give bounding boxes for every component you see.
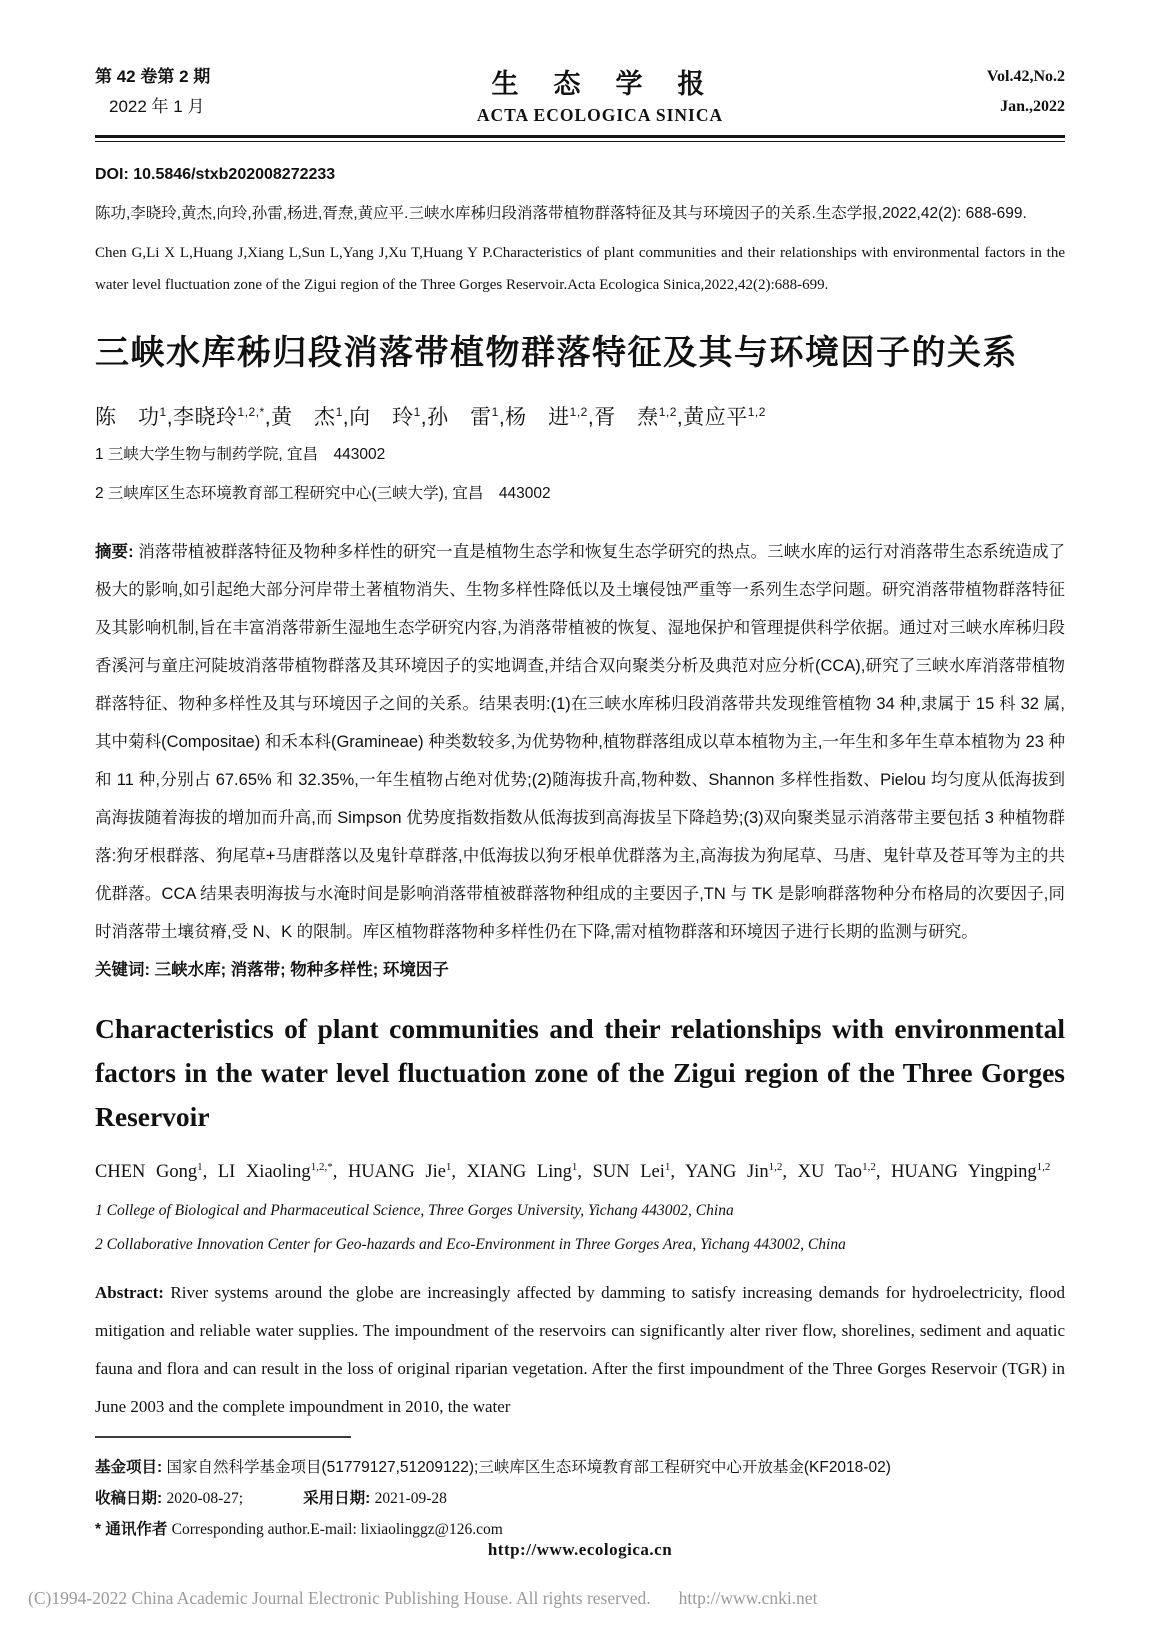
journal-header [95, 62, 1065, 126]
copyright-footer [28, 1588, 1148, 1609]
issue-info-cn [95, 62, 285, 122]
date-en: Jan.,2022 [1000, 98, 1065, 115]
author-name: SUN Lei$^1$ [592, 1161, 671, 1183]
author-name: 孙 雷$^1$ [427, 405, 499, 429]
author-name: HUANG Yingping$^{1,2}$ [891, 1161, 1051, 1183]
author-name: 李晓玲$^{1,2,*}$ [173, 405, 265, 429]
corresponding-email[interactable]: Corresponding author.E-mail: lixiaolinggz@126.com [171, 1521, 503, 1539]
author-name: 杨 进$^{1,2}$ [505, 405, 588, 429]
fund-label: 基金项目: [95, 1459, 163, 1477]
keywords-text: 三峡水库; 消落带; 物种多样性; 环境因子 [154, 961, 449, 979]
author-name: LI Xiaoling$^{1,2,*}$ [217, 1161, 333, 1183]
author-name: 向 玲$^1$ [349, 405, 421, 429]
corresponding-label: * 通讯作者 [95, 1521, 168, 1539]
dates-line [95, 1483, 1065, 1514]
header-rule [95, 135, 1065, 142]
affiliation-en-2: 2 Collaborative Innovation Center for Geo-hazards and Eco-Environment in Three Gorges Area, Yichang 443002, China [95, 1236, 846, 1254]
author-name: 胥 焘$^{1,2}$ [594, 405, 677, 429]
journal-website-url[interactable]: http://www.ecologica.cn [487, 1540, 673, 1559]
affiliation-cn-1: 1 三峡大学生物与制药学院, 宜昌 443002 [95, 446, 386, 463]
abstract-en [95, 1274, 1065, 1426]
abstract-en-text: River systems around the globe are increasingly affected by damming to satisfy increasing demands for hydroelectricity, flood mitigation and reliable water supplies. The impoundment of the reservoirs can significantly alter river flow, shorelines, sediment and aquatic fauna and flora and can result in the loss of original riparian vegetation. After the first impoundment of the Three Gorges Reservoir (TGR) in June 2003 and the complete impoundment in 2010, the water [95, 1283, 1065, 1417]
abstract-cn [95, 533, 1065, 951]
article-title-en: Characteristics of plant communities and their relationships with environmental factors in the water level fluctuation zone of the Zigui region of the Three Gorges Reservoir [95, 1013, 1065, 1132]
accepted-date: 2021-09-28 [374, 1490, 447, 1508]
volume-issue-en: Vol.42,No.2 [986, 68, 1065, 85]
affiliation-cn-2: 2 三峡库区生态环境教育部工程研究中心(三峡大学), 宜昌 443002 [95, 485, 551, 502]
author-name: HUANG Jie$^1$ [347, 1161, 452, 1183]
date-cn: 2022 年 1 月 [109, 97, 205, 116]
author-name: YANG Jin$^{1,2}$ [684, 1161, 783, 1183]
abstract-en-label: Abstract: [95, 1283, 164, 1303]
journal-title-en: ACTA ECOLOGICA SINICA [476, 105, 724, 125]
article-title-cn: 三峡水库秭归段消落带植物群落特征及其与环境因子的关系 [95, 334, 1018, 372]
cnki-url[interactable]: http://www.cnki.net [678, 1588, 818, 1608]
received-label: 收稿日期: [95, 1490, 163, 1508]
abstract-cn-text: 消落带植被群落特征及物种多样性的研究一直是植物生态学和恢复生态学研究的热点。三峡水库的运行对消落带生态系统造成了极大的影响,如引起绝大部分河岸带土著植物消失、生物多样性降低以及土壤侵蚀严重等一系列生态学问题。研究消落带植物群落特征及其影响机制,旨在丰富消落带新生湿地生态学研究内容,为消落带植被的恢复、湿地保护和管理提供科学依据。通过对三峡水库秭归段香溪河与童庄河陡坡消落带植物群落及其环境因子的实地调查,并结合双向聚类分析及典范对应分析(CCA),研究了三峡水库消落带植物群落特征、物种多样性及其与环境因子之间的关系。结果表明:(1)在三峡水库秭归段消落带共发现维管植物 34 种,隶属于 15 科 32 属,其中菊科(Compositae) 和禾本科(Gramineae) 种类数较多,为优势物种,植物群落组成以草本植物为主,一年生和多年生草本植物为 23 种和 11 种,分别占 67.65% 和 32.35%,一年生植物占绝对优势;(2)随海拔升高,物种数、Shannon 多样性指数、Pielou 均匀度从低海拔到高海拔随着海拔的增加而升高,而 Simpson 优势度指数指数从低海拔到高海拔呈下降趋势;(3)双向聚类显示消落带主要包括 3 种植物群落:狗牙根群落、狗尾草+马唐群落以及鬼针草群落,中低海拔以狗牙根单优群落为主,高海拔为狗尾草、马唐、鬼针草及苍耳等为主的共优群落。CCA 结果表明海拔与水淹时间是影响消落带植被群落物种组成的主要因子,TN 与 TK 是影响群落物种分布格局的次要因子,同时消落带土壤贫瘠,受 N、K 的限制。库区植物群落物种多样性仍在下降,需对植物群落和环境因子进行长期的监测与研究。 [95, 543, 1066, 941]
author-name: XIANG Ling$^1$ [466, 1161, 578, 1183]
accepted-label: 采用日期: [303, 1490, 371, 1508]
footnote-rule [95, 1436, 351, 1438]
author-name: 黄应平$^{1,2}$ [683, 405, 766, 429]
abstract-cn-label: 摘要: [95, 543, 134, 561]
author-name: 黄 杰$^1$ [271, 405, 343, 429]
received-date: 2020-08-27; [166, 1490, 244, 1508]
issue-info-en [915, 62, 1065, 122]
fund-text: 国家自然科学基金项目(51779127,51209122);三峡库区生态环境教育部工程研究中心开放基金(KF2018-02) [166, 1459, 891, 1477]
volume-issue-cn: 第 42 卷第 2 期 [95, 67, 211, 86]
citation-cn: 陈功,李晓玲,黄杰,向玲,孙雷,杨进,胥焘,黄应平.三峡水库秭归段消落带植物群落特征及其与环境因子的关系.生态学报,2022,42(2): 688-699. [95, 205, 1027, 222]
affiliation-en-1: 1 College of Biological and Pharmaceutical Science, Three Gorges University, Yichang 443002, China [95, 1202, 734, 1220]
keywords-line [95, 951, 1065, 989]
journal-title-cn: 生 态 学 报 [491, 69, 709, 99]
journal-title-block [285, 62, 915, 126]
author-name: XU Tao$^{1,2}$ [797, 1161, 876, 1183]
doi-label: DOI: [95, 166, 129, 183]
doi-line [95, 166, 1065, 184]
copyright-text: (C)1994-2022 China Academic Journal Electronic Publishing House. All rights reserved. [28, 1588, 651, 1608]
doi-value[interactable]: 10.5846/stxb202008272233 [133, 166, 336, 183]
author-name: 陈 功$^1$ [95, 405, 167, 429]
fund-line [95, 1452, 1065, 1483]
keywords-label: 关键词: [95, 961, 150, 979]
authors-en: CHEN Gong$^1$, LI Xiaoling$^{1,2,*}$, HUANG Jie$^1$, XIANG Ling$^1$, SUN Lei$^1$, YANG Jin$^{1,2}$, XU Tao$^{1,2}$, HUANG Yingping$^{1,2}$ [95, 1161, 1051, 1183]
author-name: CHEN Gong$^1$ [95, 1161, 203, 1183]
citation-en: Chen G,Li X L,Huang J,Xiang L,Sun L,Yang J,Xu T,Huang Y P.Characteristics of plant communities and their relationships with environmental factors in the water level fluctuation zone of the Zigui region of the Three Gorges Reservoir.Acta Ecologica Sinica,2022,42(2):688-699. [95, 245, 1065, 293]
authors-cn: 陈 功$^1$,李晓玲$^{1,2,*}$,黄 杰$^1$,向 玲$^1$,孙 雷$^1$,杨 进$^{1,2}$,胥 焘$^{1,2}$,黄应平$^{1,2}$ [95, 405, 766, 429]
